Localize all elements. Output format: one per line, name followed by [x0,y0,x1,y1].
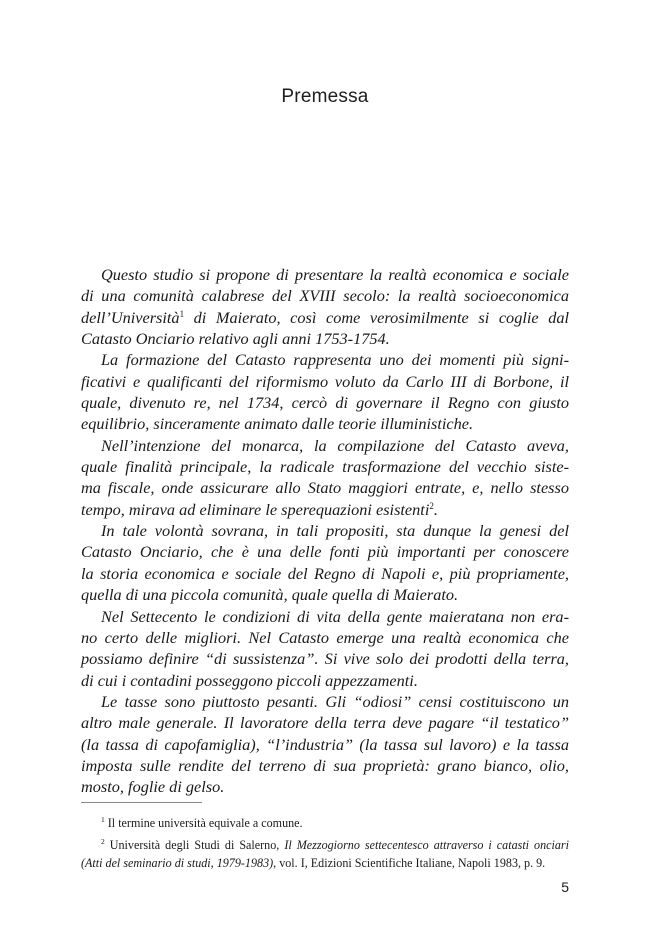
paragraph-1-line-3 [81,307,569,328]
footnote-2-book-title: Il Mezzogiorno settecentesco attraverso i catasti onciari [284,837,569,852]
footnote-2-marker: 2 [101,836,105,846]
paragraph-6-line-1: Le tasse sono piuttosto pesanti. Gli “odiosi” censi costituiscono un [101,691,569,711]
page-title: Premessa [281,86,369,107]
paragraph-2-line-2: ficativi e qualificanti del riformismo voluto da Carlo III di Borbone, il [81,371,569,391]
paragraph-5-line-1: Nel Settecento le condizioni di vita della gente maieratana non era- [101,606,569,626]
footnote-2-prefix: Università degli Studi di Salerno, [109,837,285,852]
paragraph-4-line-3: la storia economica e sociale del Regno di Napoli e, più propriamente, [81,563,569,583]
footnote-2-line-2 [81,854,569,873]
footnote-2-publication: , vol. I, Edizioni Scientifiche Italiane, Napoli 1983, p. 9. [273,856,546,870]
footnote-1 [81,814,569,833]
paragraph-5-line-2: no certo delle migliori. Nel Catasto emerge una realtà economica che [81,627,569,647]
footnote-1-marker: 1 [101,815,105,824]
footnote-1-text: Il termine università equivale a comune. [107,816,303,830]
footnote-2-proceedings: (Atti del seminario di studi, 1979-1983) [81,856,274,870]
paragraph-1-line-1: Questo studio si propone di presentare la realtà economica e sociale [101,265,569,284]
paragraph-2-line-3: quale, divenuto re, nel 1734, cercò di governare il Regno con giusto [81,393,569,413]
paragraph-4-line-2: Catasto Onciario, che è una delle fonti più importanti per conoscere [81,542,569,562]
paragraph-5-line-3: possiamo definire “di sussistenza”. Si vive solo dei prodotti della terra, [81,649,569,669]
body-text [81,264,569,798]
footnote-2-line-1 [81,836,569,855]
paragraph-5-line-4: di cui i contadini posseggono piccoli appezzamenti. [81,670,418,690]
paragraph-4-line-1: In tale volontà sovrana, in tali propositi, sta dunque la genesi del [101,521,569,541]
paragraph-6-line-3: (la tassa di capofamiglia), “l’industria” (la tassa sul lavoro) e la tassa [81,734,569,754]
page-number: 5 [561,879,569,895]
footnote-rule [81,802,202,803]
paragraph-4-line-4: quella di una piccola comunità, quale quella di Maierato. [81,585,459,605]
paragraph-2-line-1: La formazione del Catasto rappresenta uno dei momenti più signi- [101,350,569,370]
line-text: dell’Università [81,307,180,327]
line-text: . [433,499,438,519]
footnote-reference: 1 [179,308,185,319]
line-text: tempo, mirava ad eliminare le sperequazioni esistenti [81,499,430,519]
paragraph-3-line-2: quale finalità principale, la radicale trasformazione del vecchio siste- [81,457,569,477]
paragraph-1-line-4: Catasto Onciario relativo agli anni 1753-1754. [81,329,390,349]
paragraph-6-line-5: mosto, foglie di gelso. [81,777,225,797]
paragraph-3-line-4 [81,499,569,520]
paragraph-2-line-4: equilibrio, sinceramente animato dalle teorie illuministiche. [81,414,474,434]
footnote-reference: 2 [429,500,434,511]
paragraph-1-line-2: di una comunità calabrese del XVIII secolo: la realtà socioeconomica [81,286,569,306]
paragraph-6-line-2: altro male generale. Il lavoratore della terra deve pagare “il testatico” [81,713,569,733]
paragraph-3-line-1: Nell’intenzione del monarca, la compilazione del Catasto aveva, [101,435,569,455]
footnotes [81,814,569,873]
paragraph-6-line-4: imposta sulle rendite del terreno di sua proprietà: grano bianco, olio, [81,755,569,775]
paragraph-3-line-3: ma fiscale, onde assicurare allo Stato maggiori entrate, e, nello stesso [81,478,569,498]
line-text: di Maierato, così come verosimilmente si coglie dal [184,307,569,327]
